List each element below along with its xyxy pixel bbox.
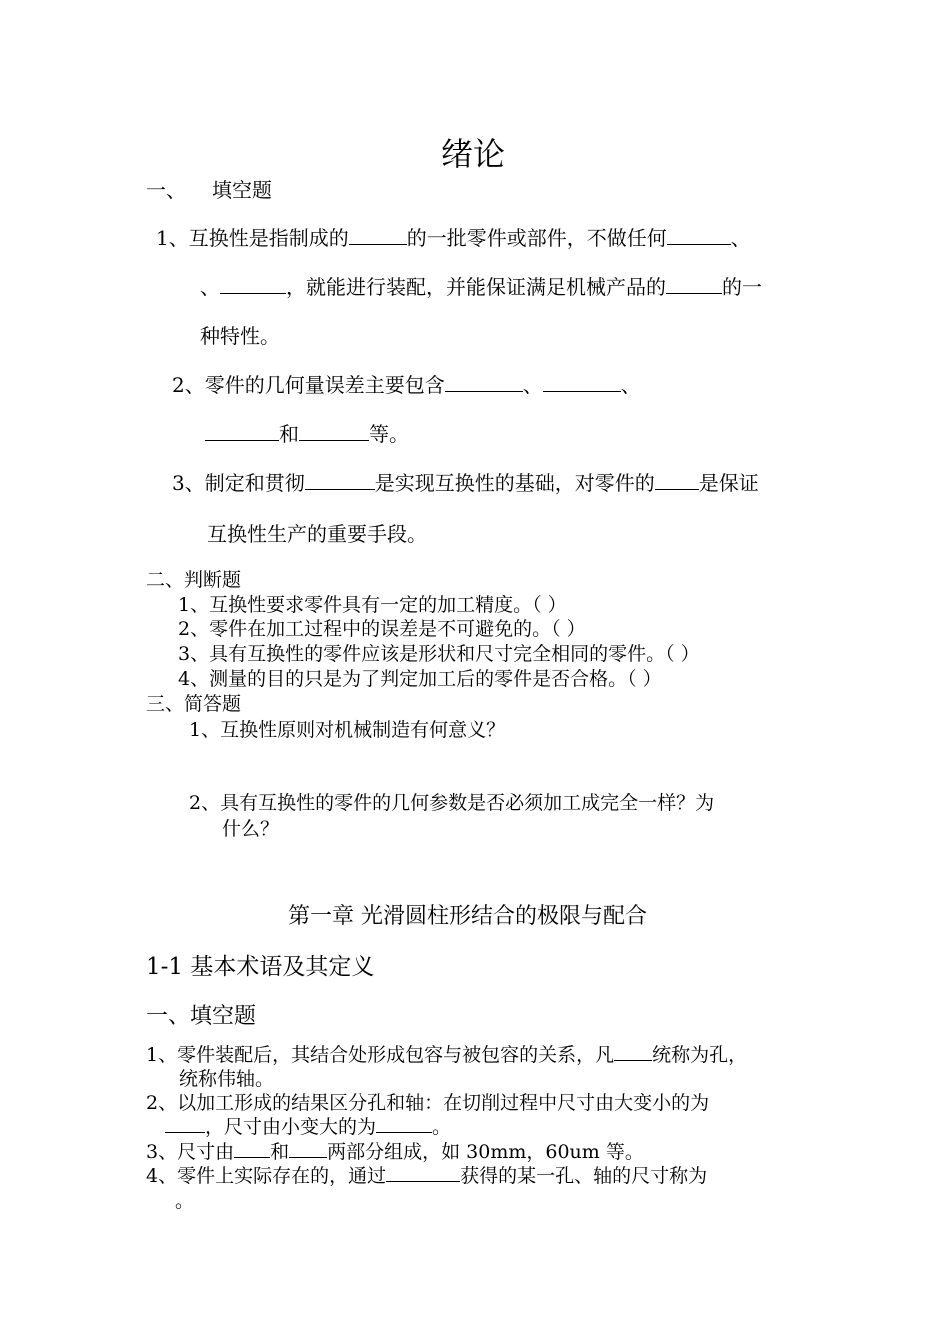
chapter-title: 第一章 光滑圆柱形结合的极限与配合 — [288, 904, 647, 929]
answer-blank[interactable] — [543, 370, 621, 392]
ch1-question-4-line-1: 4、零件上实际存在的，通过 获得的某一孔、轴的尺寸称为 — [146, 1161, 707, 1188]
short-answer-question-2-line-1: 2、具有互换性的零件的几何参数是否必须加工成完全一样？为 — [189, 792, 715, 814]
answer-blank[interactable] — [655, 468, 699, 490]
ch1-question-4-line-2: 。 — [175, 1190, 195, 1212]
answer-blank[interactable] — [445, 370, 523, 392]
answer-blank[interactable] — [376, 1112, 432, 1133]
answer-blank[interactable] — [305, 468, 375, 490]
ch1-question-1-line-2: 统称伟轴。 — [179, 1068, 275, 1090]
answer-blank[interactable] — [205, 419, 279, 441]
answer-blank[interactable] — [667, 223, 731, 245]
answer-blank[interactable] — [289, 1137, 327, 1158]
ch1-question-2-line-2: ，尺寸由小变大的为 。 — [165, 1112, 451, 1139]
page-title: 绪论 — [441, 135, 506, 173]
heading-text: 填空题 — [212, 178, 272, 202]
question-1-line-2: 、 ，就能进行装配，并能保证满足机械产品的 的一 — [200, 271, 762, 300]
answer-blank[interactable] — [220, 272, 286, 294]
answer-blank[interactable] — [349, 223, 407, 245]
answer-blank[interactable] — [299, 419, 369, 441]
heading-number: 一、 — [146, 178, 186, 202]
ch1-question-1-line-1: 1、零件装配后，其结合处形成包容与被包容的关系，凡 统称为孔， — [146, 1040, 747, 1067]
answer-blank[interactable] — [234, 1137, 270, 1158]
judgement-item-3: 3、具有互换性的零件应该是形状和尺寸完全相同的零件。（ ） — [178, 643, 700, 665]
answer-blank[interactable] — [614, 1040, 652, 1061]
ch1-question-2-line-1: 2、以加工形成的结果区分孔和轴：在切削过程中尺寸由大变小的为 — [146, 1092, 710, 1114]
question-2-line-1: 2、零件的几何量误差主要包含 、 、 — [172, 369, 641, 398]
question-3-line-1: 3、制定和贯彻 是实现互换性的基础，对零件的 是保证 — [172, 467, 759, 496]
section-title: 1-1 基本术语及其定义 — [146, 954, 375, 980]
section-heading-short-answer: 三、简答题 — [146, 693, 242, 715]
answer-blank[interactable] — [666, 272, 722, 294]
ch1-question-3: 3、尺寸由 和 两部分组成，如 30mm，60um 等。 — [146, 1137, 644, 1164]
section-heading-judgement: 二、判断题 — [146, 569, 242, 591]
judgement-item-2: 2、零件在加工过程中的误差是不可避免的。（ ） — [178, 618, 586, 640]
answer-blank[interactable] — [165, 1112, 205, 1133]
judgement-item-1: 1、互换性要求零件具有一定的加工精度。（ ） — [178, 594, 567, 616]
short-answer-question-2-line-2: 什么？ — [222, 818, 280, 840]
section-heading-fill-blank: 一、填空题 — [146, 1004, 257, 1029]
short-answer-question-1: 1、互换性原则对机械制造有何意义？ — [189, 719, 506, 741]
judgement-item-4: 4、测量的目的只是为了判定加工后的零件是否合格。（ ） — [178, 668, 662, 690]
question-2-line-2: 和 等。 — [205, 418, 409, 447]
question-1-line-1: 1、互换性是指制成的 的一批零件或部件，不做任何 、 — [156, 222, 751, 251]
question-1-line-3: 种特性。 — [200, 324, 280, 348]
question-3-line-2: 互换性生产的重要手段。 — [207, 522, 427, 546]
section-heading-fill-blank — [146, 174, 272, 203]
answer-blank[interactable] — [386, 1161, 460, 1182]
